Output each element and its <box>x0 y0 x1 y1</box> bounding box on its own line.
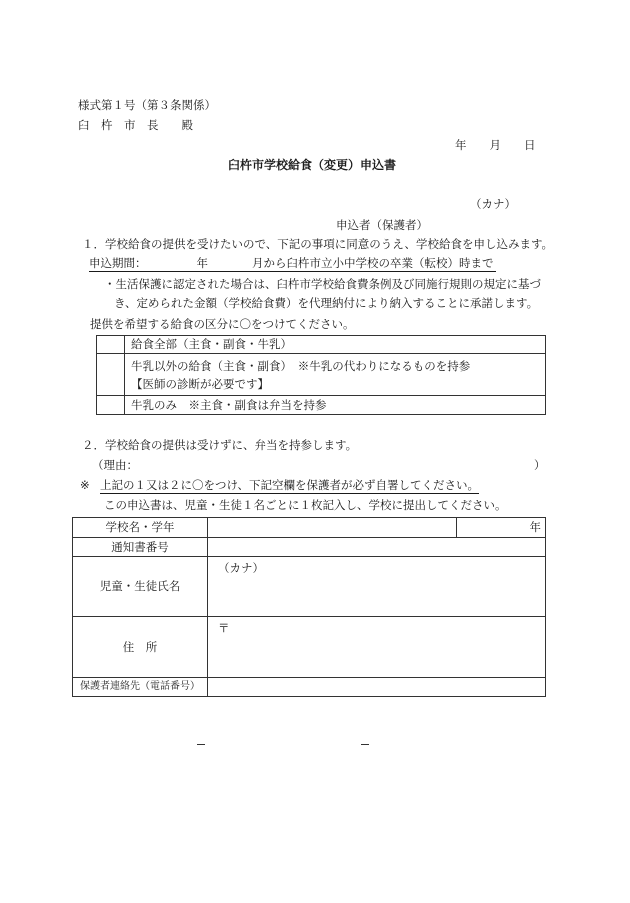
grade-suffix: 年 <box>529 520 541 535</box>
circle-cell-milk-only[interactable] <box>97 396 125 415</box>
student-info-table <box>72 517 546 697</box>
footer-dash-right <box>361 744 369 745</box>
meal-options-table <box>96 335 546 415</box>
choose-instruction: 提供を希望する給食の区分に〇をつけてください。 <box>90 317 355 331</box>
option-full: 給食全部（主食・副食・牛乳） <box>125 336 546 354</box>
student-name-label: 児童・生徒氏名 <box>73 557 208 617</box>
option-no-milk <box>125 354 546 396</box>
grade-field[interactable] <box>457 518 546 538</box>
student-name-field[interactable] <box>208 557 546 617</box>
reason-close: ） <box>534 458 546 472</box>
welfare-note-line2: き、定められた金額（学校給食費）を代理納付により納入することに承諾します。 <box>114 296 539 310</box>
option-no-milk-note: 【医師の診断が必要です】 <box>131 376 269 391</box>
school-name-field[interactable] <box>208 518 457 538</box>
page-title: 臼杵市学校給食（変更）申込書 <box>228 158 397 172</box>
school-grade-label: 学校名・学年 <box>73 518 208 538</box>
guardian-contact-field[interactable] <box>208 678 546 697</box>
guardian-contact-label: 保護者連絡先（電話番号） <box>73 678 208 697</box>
option-row-milk-only <box>97 396 546 415</box>
address-field[interactable] <box>208 617 546 678</box>
row-notice-number <box>73 538 546 557</box>
section2-heading: ２．学校給食の提供は受けずに、弁当を持参します。 <box>82 438 358 452</box>
option-row-no-milk <box>97 354 546 396</box>
student-kana: （カナ） <box>218 561 264 575</box>
application-period <box>89 256 496 272</box>
option-no-milk-text: 牛乳以外の給食（主食・副食） ※牛乳の代わりになるものを持参 <box>131 358 471 373</box>
period-text: 月から臼杵市立小中学校の卒業（転校）時まで <box>252 256 494 270</box>
note1-mark: ※ <box>80 478 90 492</box>
row-address <box>73 617 546 678</box>
row-student-name <box>73 557 546 617</box>
applicant-kana: （カナ） <box>470 197 516 211</box>
footer-dash-left <box>197 744 205 745</box>
period-year: 年 <box>196 256 208 270</box>
address-label: 住 所 <box>73 617 208 678</box>
date-line: 年 月 日 <box>455 138 536 152</box>
circle-cell-no-milk[interactable] <box>97 354 125 396</box>
note2-text: この申込書は、児童・生徒１名ごとに１枚記入し、学校に提出してください。 <box>104 498 507 512</box>
option-milk-only: 牛乳のみ ※主食・副食は弁当を持参 <box>125 396 546 415</box>
section1-heading: １．学校給食の提供を受けたいので、下記の事項に同意のうえ、学校給食を申し込みます。 <box>82 237 554 251</box>
option-row-full <box>97 336 546 354</box>
postal-mark: 〒 <box>218 621 230 635</box>
row-school-grade <box>73 518 546 538</box>
applicant-label: 申込者（保護者） <box>336 218 428 232</box>
notice-number-label: 通知書番号 <box>73 538 208 557</box>
note1-text: 上記の１又は２に〇をつけ、下記空欄を保護者が必ず自署してください。 <box>100 478 479 494</box>
row-guardian-contact <box>73 678 546 697</box>
period-label: 申込期間： <box>89 256 147 270</box>
notice-number-field[interactable] <box>208 538 546 557</box>
reason-field[interactable] <box>136 458 531 473</box>
circle-cell-full[interactable] <box>97 336 125 354</box>
welfare-note-line1: ・生活保護に認定された場合は、臼杵市学校給食費条例及び同施行規則の規定に基づ <box>104 277 541 291</box>
form-number: 様式第１号（第３条関係） <box>78 98 216 112</box>
reason-label: （理由： <box>92 458 138 472</box>
addressee: 臼 杵 市 長 殿 <box>78 118 193 132</box>
